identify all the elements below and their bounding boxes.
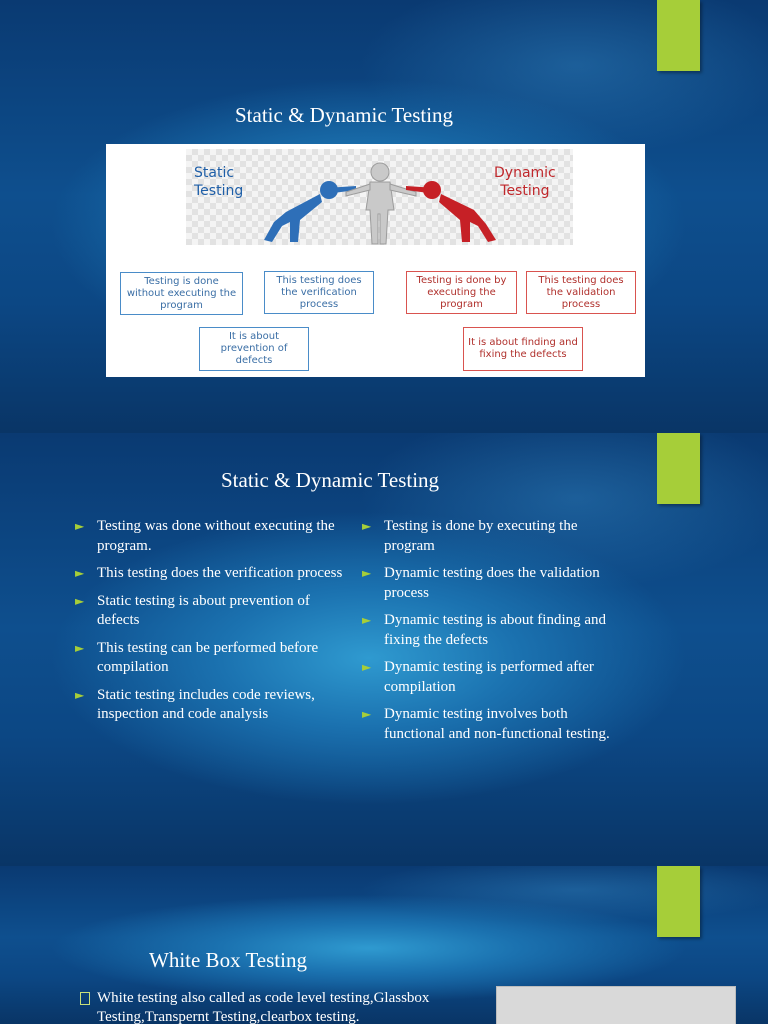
list-item: ► Dynamic testing is about finding and fixing the defects: [362, 612, 607, 648]
list-item: ► Static testing includes code reviews, inspection and code analysis: [75, 686, 315, 722]
slide-3: [0, 866, 768, 1024]
list-item: ► This testing can be performed before compilation: [75, 639, 319, 675]
accent-tab: [657, 0, 700, 71]
arrow-right-icon: ►: [362, 566, 372, 580]
accent-tab: [657, 433, 700, 504]
image-placeholder: [496, 986, 736, 1024]
static-dynamic-diagram: [106, 144, 645, 377]
list-item: ► Testing was done without executing the program.: [75, 518, 335, 554]
arrow-right-icon: ►: [362, 613, 372, 627]
slide-2: [0, 433, 768, 866]
dynamic-fact-box: This testing does the validation process: [526, 271, 636, 314]
list-item: ► Testing is done by executing the program: [362, 518, 578, 554]
slide-title: Static & Dynamic Testing: [221, 468, 440, 492]
static-bullet-list: [75, 517, 345, 733]
square-bullet-icon: [80, 992, 90, 1005]
list-item: ► Dynamic testing is performed after compilation: [362, 659, 594, 695]
accent-tab: [657, 866, 700, 937]
list-item: ► Dynamic testing does the validation process: [362, 565, 600, 601]
arrow-right-icon: ►: [362, 660, 372, 674]
static-fact-box: Testing is done without executing the program: [120, 272, 243, 315]
list-item: White testing also called as code level testing,Glassbox Testing,Transpernt Testing,clearbox testing.: [78, 989, 478, 1024]
slide-1: [0, 0, 768, 433]
static-testing-label: Static Testing: [194, 165, 244, 199]
static-fact-box: This testing does the verification process: [264, 271, 374, 314]
arrow-right-icon: ►: [362, 519, 372, 533]
arrow-right-icon: ►: [75, 566, 85, 580]
slide-title: White Box Testing: [149, 948, 307, 972]
dynamic-fact-box: It is about finding and fixing the defects: [463, 327, 583, 371]
list-item: ► Static testing is about prevention of defects: [75, 592, 310, 628]
list-item: ► This testing does the verification process: [75, 564, 345, 584]
dynamic-bullet-list: [362, 517, 632, 752]
arrow-right-icon: ►: [75, 519, 85, 533]
dynamic-fact-box: Testing is done by executing the program: [406, 271, 517, 314]
arrow-right-icon: ►: [75, 640, 85, 655]
arrow-right-icon: ►: [75, 593, 85, 608]
static-fact-box: It is about prevention of defects: [199, 327, 309, 371]
arrow-right-icon: ►: [75, 687, 85, 702]
list-item: ► Dynamic testing involves both functional and non-functional testing.: [362, 706, 610, 742]
arrow-right-icon: ►: [362, 707, 372, 721]
tug-of-war-figures-icon: [256, 162, 506, 246]
dynamic-testing-label: Dynamic Testing: [494, 165, 556, 199]
slide-title: Static & Dynamic Testing: [235, 103, 454, 127]
